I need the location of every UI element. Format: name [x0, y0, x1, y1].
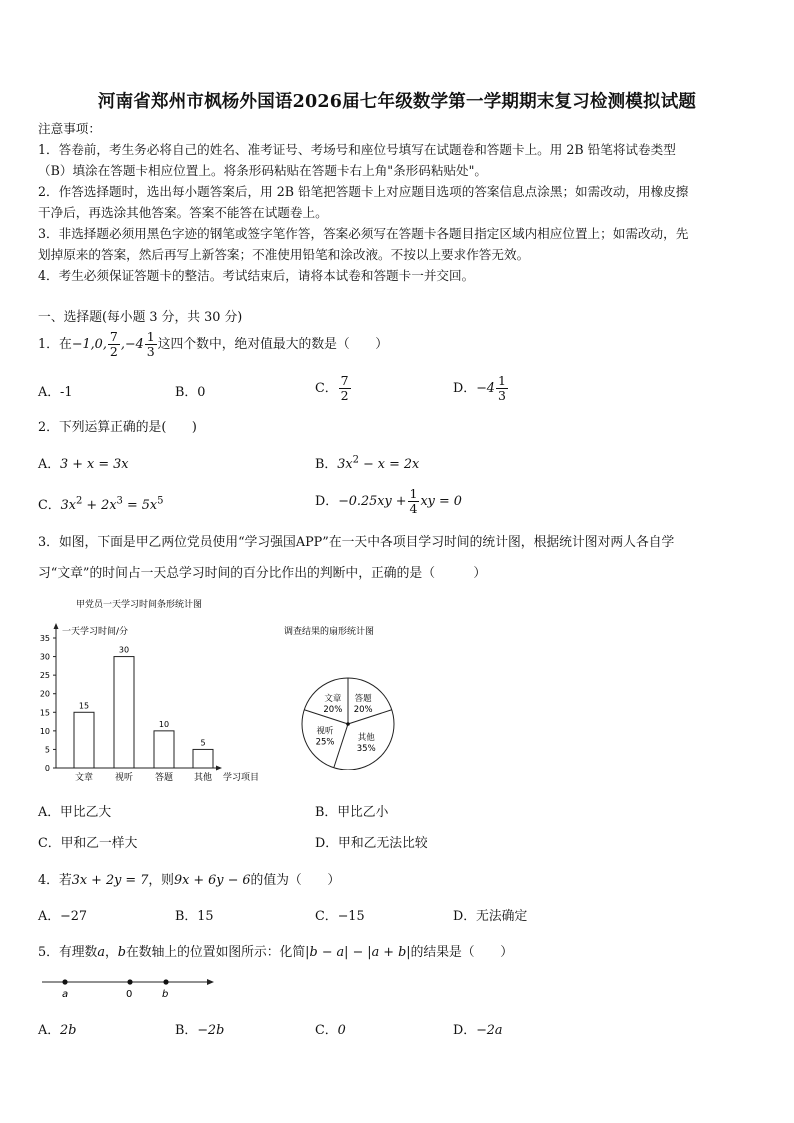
pie-category-label: 其他 — [357, 733, 375, 744]
question-4: 4．若3x + 2y = 7，则9x + 6y − 6的值为（ ） — [38, 873, 341, 888]
bar-value-label: 15 — [78, 701, 90, 711]
number-line-arrow — [207, 979, 214, 985]
x-category-label: 文章 — [74, 773, 94, 783]
y-tick-label-35: 35 — [39, 634, 50, 643]
bar-chart-title: 甲党员一天学习时间条形统计图 — [76, 600, 203, 610]
q2-option-b[interactable]: B．$3x^2 - x = 2x$ — [315, 454, 420, 472]
q4-option-b[interactable]: B．15 — [175, 909, 214, 924]
question-1 — [38, 327, 388, 363]
pie-percent-label: 20% — [323, 705, 343, 716]
q1-option-a[interactable]: A．-1 — [38, 385, 73, 400]
pie-percent-label: 25% — [315, 737, 335, 748]
y-tick-label-0: 0 — [44, 764, 50, 773]
pie-chart — [282, 620, 422, 770]
notice-line-3: 2．作答选择题时，选出每小题答案后，用 2B 铅笔把答题卡上对应题目选项的答案信息点涂黑；如需改动，用橡皮擦 — [38, 184, 689, 199]
question-5: 5．有理数a，b在数轴上的位置如图所示：化简|b − a| − |a + b|的结果是（ ） — [38, 945, 513, 960]
q3-option-c[interactable]: C．甲和乙一样大 — [38, 836, 138, 851]
q5-option-c[interactable]: C．0 — [315, 1023, 346, 1038]
bar-value-label: 30 — [118, 645, 130, 655]
y-tick-label-20: 20 — [39, 689, 50, 699]
y-tick-label-5: 5 — [44, 745, 50, 755]
pie-category-label: 视听 — [316, 726, 334, 737]
question-3-line-2: 习“文章”的时间占一天总学习时间的百分比作出的判断中，正确的是（ ） — [38, 566, 487, 581]
notice-line-5: 3．非选择题必须用黑色字迹的钢笔或签字笔作答，答案必须写在答题卡各题目指定区域内相应位置上；如需改动，先 — [38, 226, 689, 241]
bar-chart-xlabel: 学习项目 — [223, 773, 260, 783]
q1-pre: 1．在 — [38, 337, 72, 352]
notice-line-1: 1．答卷前，考生务必将自己的姓名、准考证号、考场号和座位号填写在试题卷和答题卡上。用 2B 铅笔将试卷类型 — [38, 142, 676, 157]
bar-视听 — [114, 657, 134, 768]
y-tick-label-30: 30 — [39, 652, 50, 662]
pie-category-label: 答题 — [354, 694, 372, 705]
y-tick-label-15: 15 — [39, 708, 50, 718]
q1-post: 这四个数中，绝对值最大的数是（ ） — [157, 337, 389, 352]
q4-option-c[interactable]: C．−15 — [315, 909, 365, 924]
q4-equation-2: 9x + 6y − 6 — [173, 873, 251, 888]
q1-mid: ,−4 — [120, 337, 144, 352]
section-heading: 一、选择题(每小题 3 分，共 30 分) — [38, 310, 243, 325]
bar-文章 — [74, 712, 94, 768]
label-b: b — [162, 989, 169, 1000]
bar-value-label: 10 — [158, 719, 170, 729]
q2-option-d[interactable]: D．−0.25xy + $\frac{1}{4}$ xy = 0 — [315, 486, 462, 516]
notice-line-4: 干净后，再选涂其他答案。答案不能答在试题卷上。 — [38, 205, 328, 220]
x-category-label: 其他 — [193, 773, 213, 783]
pie-percent-label: 20% — [353, 705, 373, 716]
y-tick-label-10: 10 — [39, 726, 50, 736]
q4-option-d[interactable]: D．无法确定 — [453, 909, 528, 924]
page-title: 河南省郑州市枫杨外国语2026届七年级数学第一学期期末复习检测模拟试题 — [97, 92, 697, 112]
q5-option-b[interactable]: B．−2b — [175, 1023, 225, 1038]
bar-chart-ylabel: 一天学习时间/分 — [62, 627, 129, 637]
q4-option-a[interactable]: A．−27 — [38, 909, 88, 924]
point-b — [163, 979, 168, 984]
bar-其他 — [193, 749, 213, 768]
q3-option-a[interactable]: A．甲比乙大 — [38, 805, 112, 820]
bar-chart — [36, 592, 276, 787]
point-a — [62, 979, 67, 984]
q5-option-a[interactable]: A．2b — [38, 1023, 77, 1038]
q1-option-c[interactable]: C． $\frac{7}{2}$ — [315, 373, 349, 403]
pie-category-label: 文章 — [324, 694, 342, 705]
q5-expression: |b − a| − |a + b| — [305, 945, 411, 960]
notice-heading: 注意事项： — [38, 121, 101, 136]
bar-答题 — [154, 731, 174, 768]
pie-center — [346, 722, 350, 726]
x-axis-arrow — [216, 766, 222, 771]
label-a: a — [62, 989, 69, 1000]
x-category-label: 视听 — [114, 773, 134, 783]
q3-option-b[interactable]: B．甲比乙小 — [315, 805, 389, 820]
number-line — [36, 972, 226, 1002]
x-category-label: 答题 — [154, 773, 174, 783]
y-axis-arrow — [54, 623, 59, 629]
bar-value-label: 5 — [200, 738, 206, 748]
notice-line-7: 4．考生必须保证答题卡的整洁。考试结束后，请将本试卷和答题卡一并交回。 — [38, 268, 475, 283]
q3-option-d[interactable]: D．甲和乙无法比较 — [315, 836, 428, 851]
notice-line-2: （B）填涂在答题卡相应位置上。将条形码粘贴在答题卡右上角"条形码粘贴处"。 — [38, 163, 488, 178]
q1-option-b[interactable]: B．0 — [175, 385, 206, 400]
q1-nums: −1,0, — [71, 337, 107, 352]
notice-line-6: 划掉原来的答案，然后再写上新答案；不准使用铅笔和涂改液。不按以上要求作答无效。 — [38, 247, 530, 262]
q1-fraction-2: $\frac{1}{3}$ — [146, 329, 155, 359]
q4-equation-1: 3x + 2y = 7 — [71, 873, 149, 888]
question-3-line-1: 3．如图，下面是甲乙两位党员使用“学习强国APP”在一天中各项目学习时间的统计图，根据统计图对两人各自学 — [38, 535, 675, 550]
q1-option-d[interactable]: D．−4 $\frac{1}{3}$ — [453, 373, 506, 403]
label-zero: 0 — [126, 989, 133, 1000]
pie-chart-title: 调查结果的扇形统计图 — [284, 627, 375, 637]
question-2: 2．下列运算正确的是( ) — [38, 420, 197, 435]
pie-percent-label: 35% — [356, 744, 376, 755]
point-zero — [127, 979, 132, 984]
q1-fraction-1: $\frac{7}{2}$ — [109, 329, 118, 359]
q2-option-a[interactable]: A．3 + x = 3x — [38, 457, 129, 472]
q2-option-c[interactable]: C．$3x^2 + 2x^3 = 5x^5$ — [38, 495, 164, 513]
q5-option-d[interactable]: D．−2a — [453, 1023, 503, 1038]
y-tick-label-25: 25 — [39, 671, 50, 681]
